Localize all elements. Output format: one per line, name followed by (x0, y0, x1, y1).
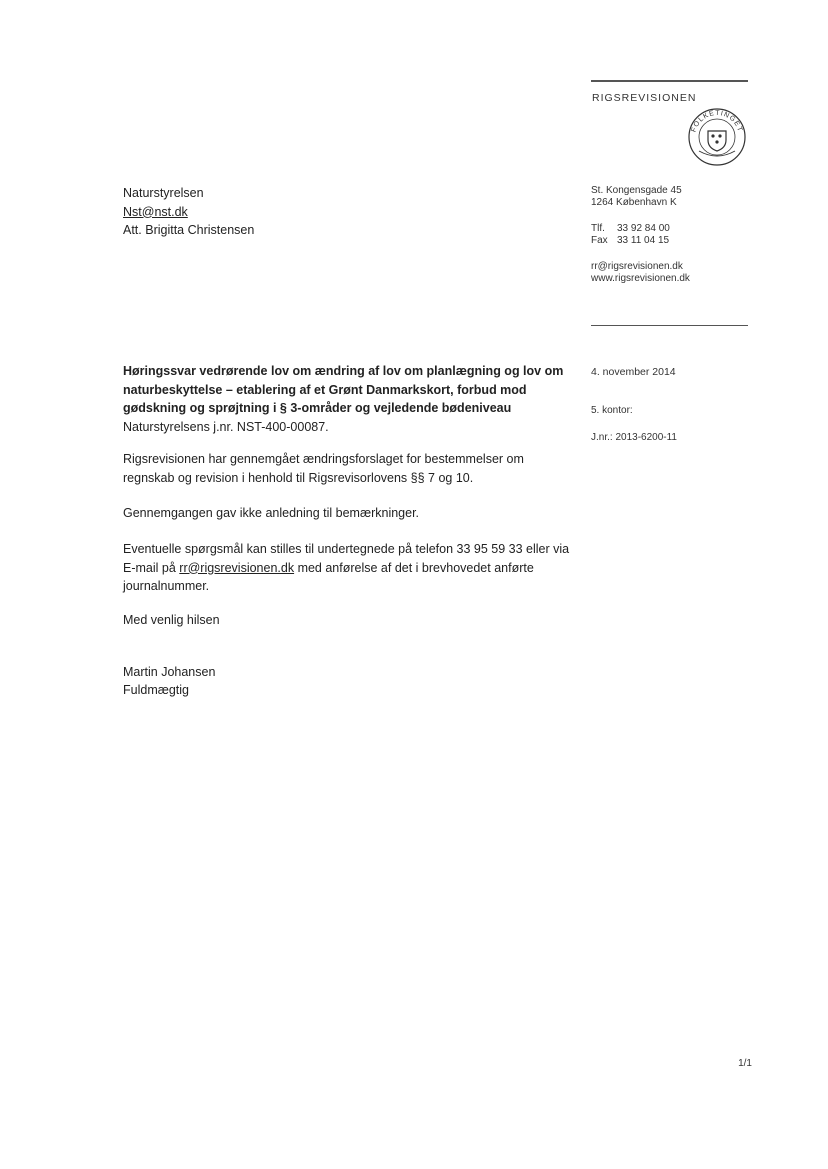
body-paragraph-2: Gennemgangen gav ikke anledning til bemærkninger. (123, 506, 420, 520)
fax-line (591, 235, 670, 247)
phone-label: Tlf. (591, 223, 605, 234)
fax-number: 33 11 04 15 (617, 235, 670, 246)
contact-online (591, 261, 690, 285)
subject-reference: Naturstyrelsens j.nr. NST-400-00087. (123, 419, 329, 434)
contact-phones (591, 223, 670, 247)
side-rule (591, 325, 748, 326)
contact-email-link[interactable]: rr@rigsrevisionen.dk (591, 261, 683, 272)
recipient-attention: Att. Brigitta Christensen (123, 223, 255, 237)
signer-title: Fuldmægtig (123, 683, 189, 697)
address-block (591, 185, 682, 209)
journal-number: J.nr.: 2013-6200-11 (591, 432, 677, 443)
body-paragraph-3 (123, 540, 573, 596)
fax-label: Fax (591, 235, 608, 246)
phone-number: 33 92 84 00 (617, 223, 670, 234)
recipient-name: Naturstyrelsen (123, 186, 204, 200)
paragraph-3-text-end: med anførelse af det i brevhovedet anførte journalnummer. (123, 560, 534, 593)
recipient-email-link[interactable]: Nst@nst.dk (123, 204, 188, 219)
body-paragraph-1: Rigsrevisionen har gennemgået ændringsforslaget for bestemmelser om regnskab og revision i henhold til Rigsrevisorlovens §§ 7 og 10. (123, 452, 524, 485)
address-city: 1264 København K (591, 197, 677, 208)
letter-date: 4. november 2014 (591, 366, 676, 378)
folketinget-seal-icon (687, 107, 747, 167)
svg-text:FOLKETINGET: FOLKETINGET (690, 109, 744, 134)
top-rule (591, 80, 748, 82)
phone-line (591, 223, 670, 235)
recipient-block (123, 184, 254, 240)
closing-greeting: Med venlig hilsen (123, 613, 220, 627)
organization-name: RIGSREVISIONEN (592, 92, 697, 104)
letter-subject (123, 362, 573, 436)
paragraph-3-email-link[interactable]: rr@rigsrevisionen.dk (179, 560, 295, 575)
page-number: 1/1 (738, 1058, 752, 1069)
address-street: St. Kongensgade 45 (591, 185, 682, 196)
office-label: 5. kontor: (591, 405, 633, 416)
paragraph-3-text-start: Eventuelle spørgsmål kan stilles til undertegnede på telefon 33 95 59 33 eller via E-mail på (123, 542, 570, 575)
signer-name: Martin Johansen (123, 665, 216, 679)
subject-heading: Høringssvar vedrørende lov om ændring af lov om planlægning og lov om naturbeskyttelse – etablering af et Grønt Danmarkskort, forbud mod gødskning og sprøjtning i § 3-områder og vejledende bødeniveau (123, 364, 564, 415)
website-link[interactable]: www.rigsrevisionen.dk (591, 273, 690, 284)
